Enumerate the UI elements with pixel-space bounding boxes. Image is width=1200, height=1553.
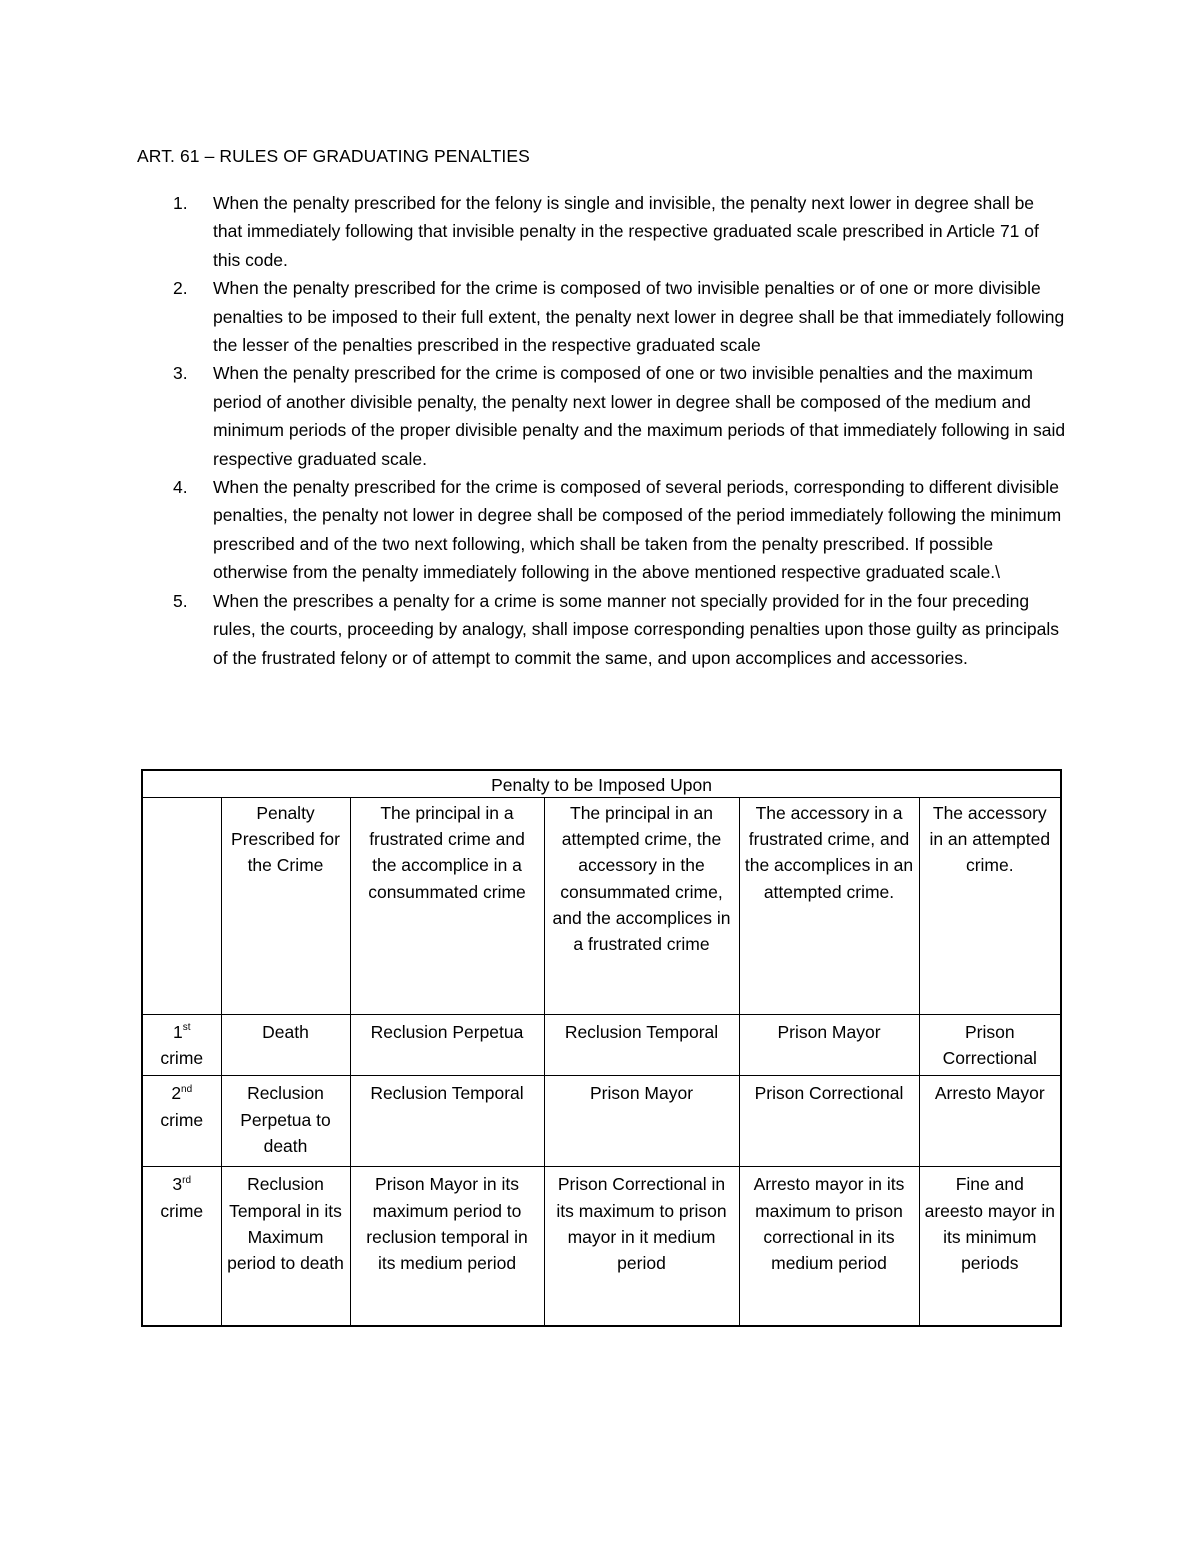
table-cell: Reclusion Perpetua: [350, 1015, 544, 1076]
list-item-text: When the penalty prescribed for the crime is composed of several periods, corresponding to different divisible penalties, the penalty not lower in degree shall be composed of the period immediately following the minimum prescribed and of the two next following, which shall be taken from the penalty prescribed. If possible otherwise from the penalty immediately following in the above mentioned respective graduated scale.\: [213, 477, 1062, 583]
table-header-cell: The principal in an attempted crime, the accessory in the consummated crime, and the accomplices in a frustrated crime: [544, 798, 739, 1015]
row-label-cell: [142, 1167, 221, 1326]
table-cell: Reclusion Temporal: [350, 1076, 544, 1167]
table-row: [142, 1015, 1061, 1076]
list-item-number: 5.: [173, 590, 188, 611]
list-item-text: When the penalty prescribed for the crime is composed of two invisible penalties or of one or more divisible penalties to be imposed to their full extent, the penalty next lower in degree shall be that immediately following the lesser of the penalties prescribed in the respective graduated scale: [213, 278, 1065, 356]
row-label-cell: [142, 1076, 221, 1167]
table-caption-row: [142, 770, 1061, 798]
row-label: crime: [160, 1048, 204, 1069]
table-row: [142, 1167, 1061, 1326]
rules-list: [137, 189, 1067, 672]
table-cell: Arresto mayor in its maximum to prison correctional in its medium period: [739, 1167, 919, 1326]
table-header-cell: Penalty Prescribed for the Crime: [221, 798, 350, 1015]
row-label: crime: [160, 1109, 204, 1130]
table-cell: Reclusion Temporal: [544, 1015, 739, 1076]
list-item: [137, 359, 1067, 473]
list-item: [137, 473, 1067, 587]
table-cell: Prison Mayor: [544, 1076, 739, 1167]
table-row: [142, 1076, 1061, 1167]
table-cell: Arresto Mayor: [919, 1076, 1061, 1167]
table-header-cell-empty: [142, 798, 221, 1015]
table-cell: Reclusion Perpetua to death: [221, 1076, 350, 1167]
table-header-cell: The principal in a frustrated crime and the accomplice in a consummated crime: [350, 798, 544, 1015]
row-ordinal-suffix: rd: [182, 1174, 192, 1186]
table-cell: Prison Mayor in its maximum period to reclusion temporal in its medium period: [350, 1167, 544, 1326]
row-label: crime: [160, 1200, 204, 1221]
table-header-cell: The accessory in an attempted crime.: [919, 798, 1061, 1015]
table-cell: Death: [221, 1015, 350, 1076]
list-item: [137, 587, 1067, 672]
table-cell: Prison Mayor: [739, 1015, 919, 1076]
table-cell: Fine and areesto mayor in its minimum periods: [919, 1167, 1061, 1326]
list-item: [137, 274, 1067, 359]
list-item: [137, 189, 1067, 274]
row-ordinal: 2: [171, 1083, 182, 1104]
row-label-cell: [142, 1015, 221, 1076]
page-title: ART. 61 – RULES OF GRADUATING PENALTIES: [137, 146, 530, 166]
row-ordinal: 1: [172, 1022, 183, 1042]
list-item-number: 1.: [173, 193, 188, 213]
table-caption: Penalty to be Imposed Upon: [142, 770, 1061, 798]
table-header-cell: The accessory in a frustrated crime, and the accomplices in an attempted crime.: [739, 798, 919, 1015]
list-item-number: 2.: [173, 278, 188, 299]
penalty-table: [141, 769, 1062, 1327]
list-item-number: 4.: [173, 477, 188, 498]
table-cell: Prison Correctional in its maximum to prison mayor in it medium period: [544, 1167, 739, 1326]
row-ordinal-suffix: nd: [181, 1083, 193, 1095]
table-cell: Reclusion Temporal in its Maximum period to death: [221, 1167, 350, 1326]
list-item-text: When the penalty prescribed for the felony is single and invisible, the penalty next lower in degree shall be that immediately following that invisible penalty in the respective graduated scale prescribed in Article 71 of this code.: [213, 193, 1039, 270]
list-item-text: When the prescribes a penalty for a crime is some manner not specially provided for in the four preceding rules, the courts, proceeding by analogy, shall impose corresponding penalties upon those guilty as principals of the frustrated felony or of attempt to commit the same, and upon accomplices and accessories.: [213, 590, 1060, 668]
list-item-number: 3.: [173, 363, 188, 384]
table-cell: Prison Correctional: [919, 1015, 1061, 1076]
row-ordinal: 3: [172, 1174, 183, 1195]
list-item-text: When the penalty prescribed for the crime is composed of one or two invisible penalties and the maximum period of another divisible penalty, the penalty next lower in degree shall be composed of the medium and minimum periods of the proper divisible penalty and the maximum periods of that immediately following in said respective graduated scale.: [213, 363, 1066, 469]
row-ordinal-suffix: st: [182, 1022, 191, 1034]
table-cell: Prison Correctional: [739, 1076, 919, 1167]
table-header-row: [142, 798, 1061, 1015]
